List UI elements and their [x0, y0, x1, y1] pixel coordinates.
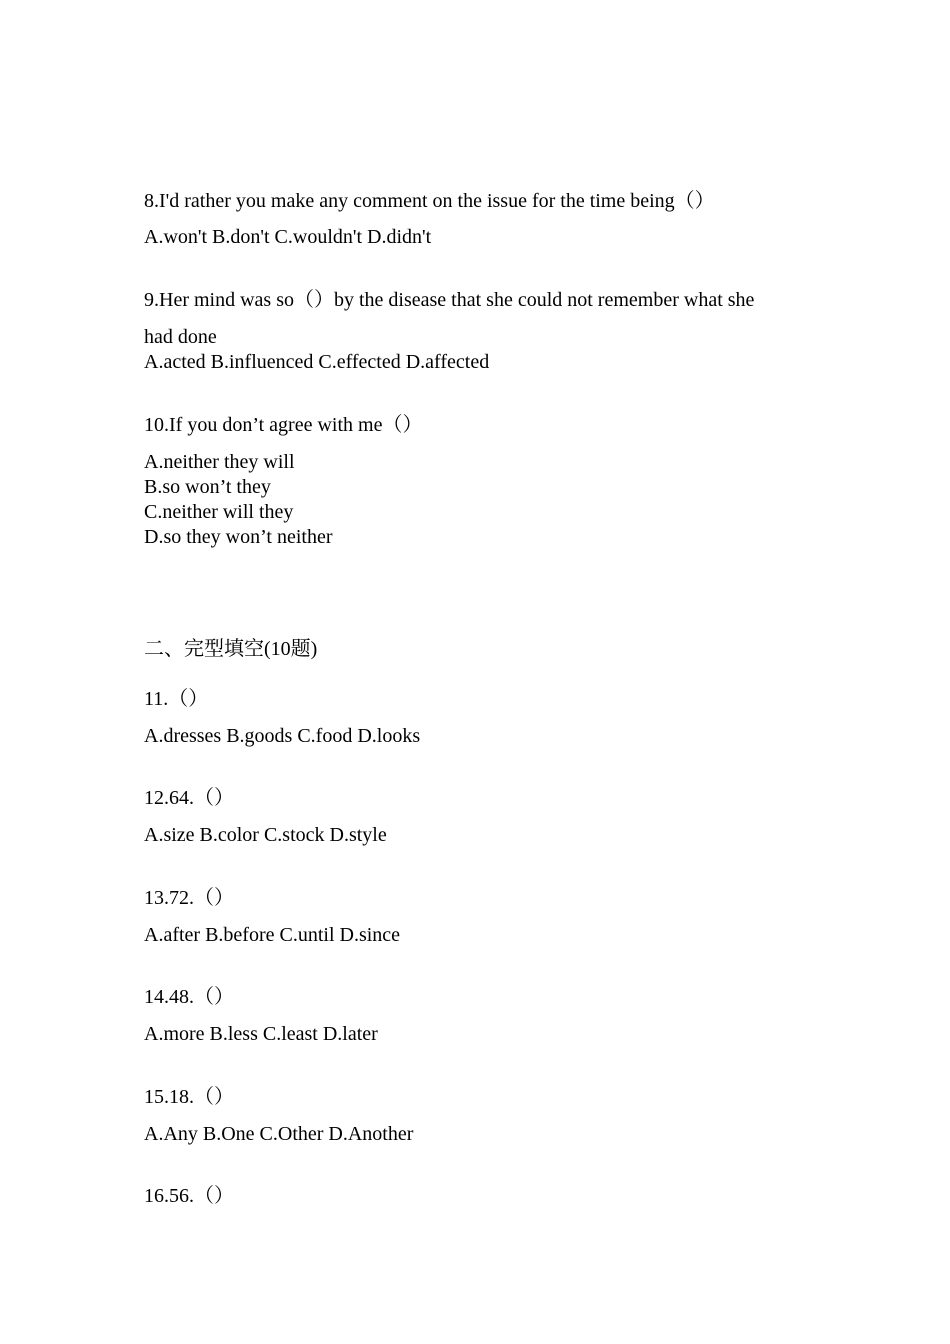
question-15-options: A.Any B.One C.Other D.Another — [144, 1123, 414, 1145]
question-15-stem: 15.18.（） — [144, 1086, 234, 1108]
question-14-options: A.more B.less C.least D.later — [144, 1023, 378, 1045]
question-9-options: A.acted B.influenced C.effected D.affected — [144, 351, 490, 373]
question-8-options: A.won't B.don't C.wouldn't D.didn't — [144, 226, 432, 248]
question-10-option-d: D.so they won’t neither — [144, 526, 333, 548]
section-title: 二、完型填空(10题) — [144, 638, 318, 660]
question-12-stem: 12.64.（） — [144, 787, 234, 809]
question-12-options: A.size B.color C.stock D.style — [144, 824, 387, 846]
question-10-option-b: B.so won’t they — [144, 476, 271, 498]
question-16-stem: 16.56.（） — [144, 1185, 234, 1207]
question-10-stem: 10.If you don’t agree with me（） — [144, 414, 423, 436]
question-9-stem-continued: had done — [144, 326, 217, 348]
question-13-options: A.after B.before C.until D.since — [144, 924, 401, 946]
question-10-option-c: C.neither will they — [144, 501, 294, 523]
question-10-option-a: A.neither they will — [144, 451, 295, 473]
question-13-stem: 13.72.（） — [144, 887, 234, 909]
question-9-stem: 9.Her mind was so（）by the disease that she could not remember what she — [144, 289, 755, 311]
question-8-stem: 8.I'd rather you make any comment on the issue for the time being（） — [144, 190, 715, 212]
question-14-stem: 14.48.（） — [144, 986, 234, 1008]
question-11-stem: 11.（） — [144, 688, 209, 710]
question-11-options: A.dresses B.goods C.food D.looks — [144, 725, 421, 747]
